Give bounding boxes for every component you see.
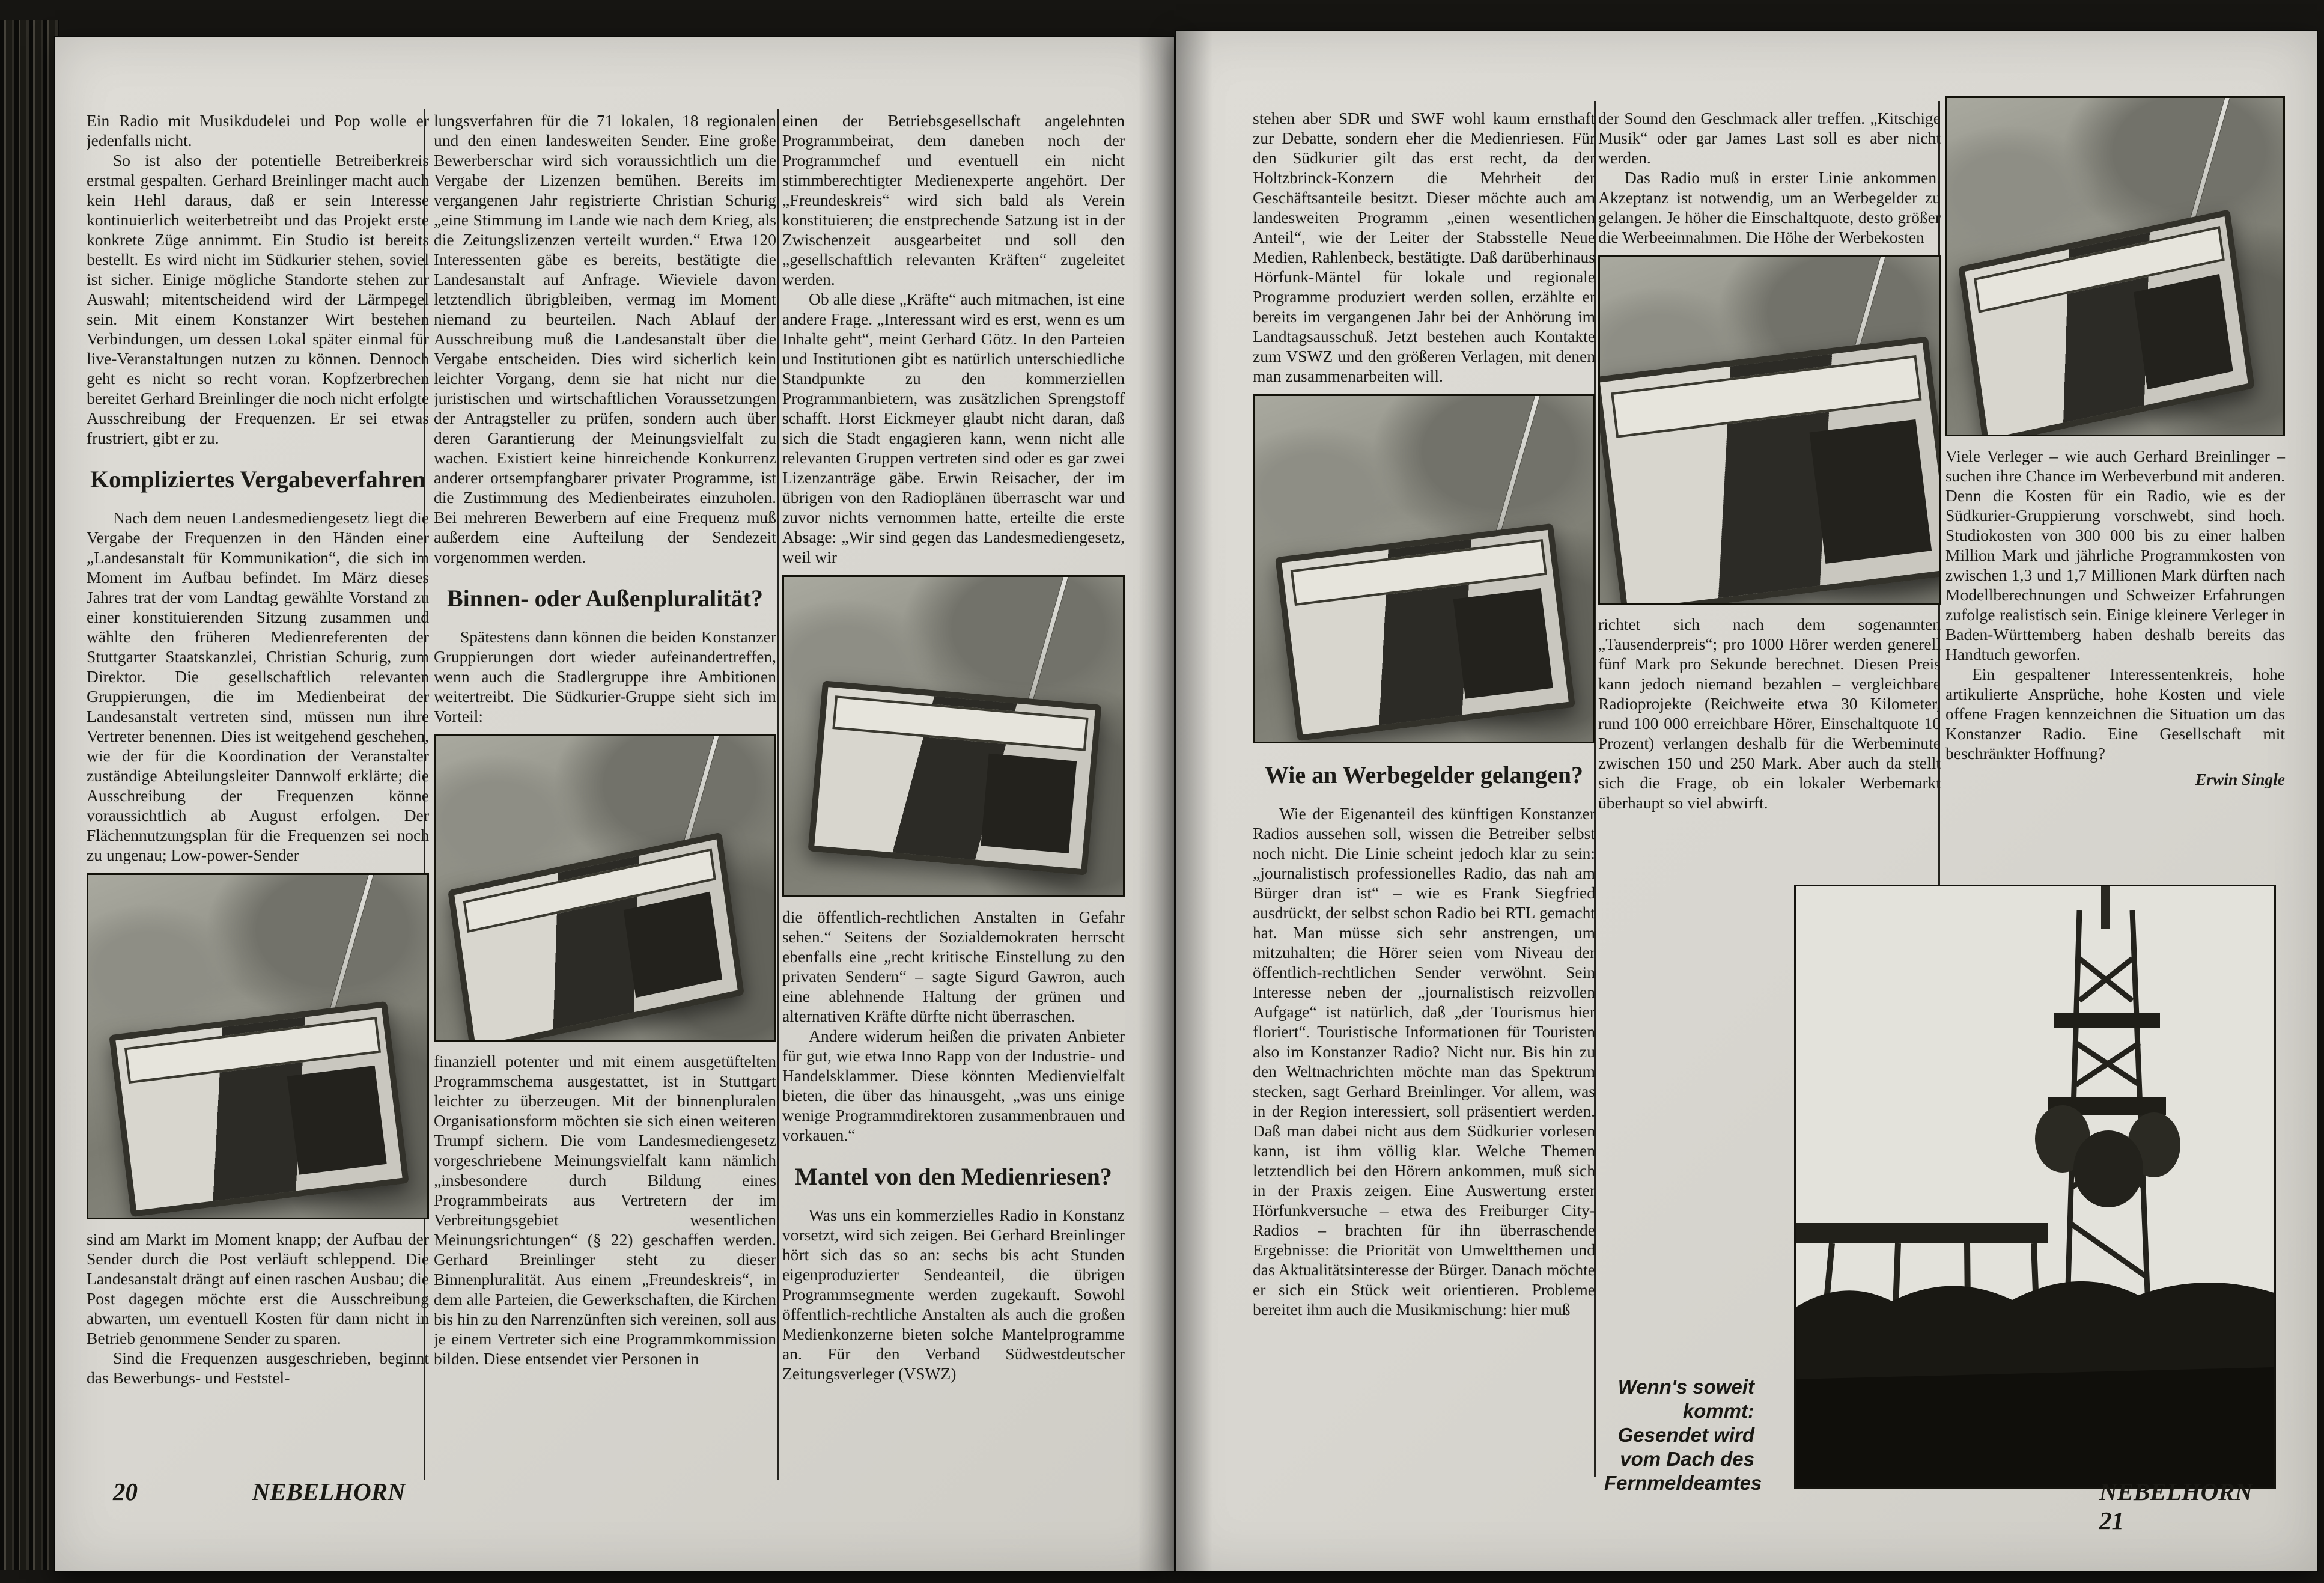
radio-illustration — [808, 680, 1101, 875]
column-6 — [1945, 96, 2285, 938]
column-divider — [777, 109, 779, 1480]
column-1 — [87, 111, 429, 1469]
radio-antenna-icon — [1495, 394, 1552, 538]
page-number: 21 — [2099, 1507, 2124, 1534]
page-stack-edges — [0, 20, 59, 1570]
article-paragraph: Ein gespaltener Interessentenkreis, hohe artikulierte Ansprüche, hohe Kosten und viele offene Fragen kennzeichnen die Situation um das Konstanzer Radio. Eine Gesellschaft mit beschränkter Hoffnung? — [1945, 665, 2285, 763]
photo-radio-meadow-6 — [1945, 96, 2285, 436]
radio-antenna-icon — [1026, 575, 1080, 708]
photo-radio-close-up — [1598, 255, 1941, 605]
photo-caption: Wenn's soweit kommt: Gesendet wird vom Dach des Fernmeldeamtes — [1604, 1376, 1762, 1494]
article-paragraph: lungsverfahren für die 71 lokalen, 18 regionalen und den einen landesweiten Sender. Eine große Bewerberschar wird sich voraussichtlich um die Vergabe der Lizenzen bemühen. Bereits im vergangenen Jahr registrierte Christian Schurig „eine Stimmung im Lande wie nach dem Krieg, als die Zeitungslizenzen verteilt wurden.“ Etwa 120 Interessenten gäbe es bereits, bestätigte die Landesanstalt auf Anfrage. Wieviele davon letztendlich übrigbleiben, vermag im Moment niemand zu beurteilen. Nach Ablauf der Ausschreibung muß die Landesanstalt über die Vergabe entscheiden. Dies wird sicherlich kein leichter Vorgang, denn sie hat nicht nur die juristischen und wirtschaftlichen Voraussetzungen der Antragsteller zu prüfen, sondern auch über deren Garantierung der Meinungsvielfalt zu wachen. Existiert keine hinreichende Konkurrenz anderer ortsempfangbarer privater Programme, ist die Zustimmung des Medienbeirates einzuholen. Bei mehreren Bewerbern auf eine Frequenz muß außerdem eine Aufteilung der Sendezeit vorgenommen werden. — [434, 111, 776, 566]
radio-illustration — [109, 1001, 409, 1216]
photo-radio-meadow-1 — [87, 873, 429, 1219]
photo-radio-meadow-3 — [782, 575, 1125, 897]
page-20 — [55, 37, 1174, 1571]
article-paragraph: Spätestens dann können die beiden Konstanzer Gruppierungen dort wieder aufeinandertreffen, wenn auch die Stadlergruppe ihre Ambitionen weitertreibt. Die Südkurier-Gruppe sieht sich im Vorteil: — [434, 627, 776, 725]
column-3 — [782, 111, 1125, 1517]
article-paragraph: Wie der Eigenanteil des künftigen Konstanzer Radios aussehen soll, wissen die Betreiber selbst noch nicht. Die Linie scheint jedoch klar zu sein: „journalistisch professionelles Radio, das nah am Bürger dran ist“ – wie es Frank Siegfried ausdrückt, der selbst schon Radio bei RTL gemacht hat. Man müsse sich sehr anstrengen, um mitzuhalten; die Hörer seien vom Niveau der öffentlich-rechtlichen Sender verwöhnt. Sein Interesse neben der „journalistisch reizvollen Aufgage“ ist natürlich, daß „der Tourismus hier floriert“. Touristische Informationen für Touristen also im Konstanzer Radio? Nicht nur. Bis hin zu den Weltnachrichten möchte man das Spektrum stecken, sagt Gerhard Breinlinger. Vor allem, was in der Region interessiert, soll präsentiert werden. Daß man dabei nicht aus dem Südkurier vorlesen kann, ist ihm völlig klar. Welche Themen letztendlich bei den Hörern ankommen, muß sich in der Praxis zeigen. Eine Auswertung erster Hörfunkversuche – etwa des Freiburger City-Radios – brachten für ihn überraschende Ergebnisse: die Priorität von Umweltthemen und das Aktualitätsinteresse der Bürger. Danach möchte er sich ein Stück weit orientieren. Probleme bereitet ihm auch die Musikmischung: hier muß — [1253, 804, 1595, 1319]
radio-illustration — [448, 832, 744, 1042]
article-paragraph: Nach dem neuen Landesmediengesetz liegt die Vergabe der Frequenzen in den Händen einer „Landesanstalt für Kommunikation“, die sich im Moment im Aufbau befindet. Im März dieses Jahres trat der vom Landtag gewählte Vorstand zu einer konstituierenden Sitzung zusammen und wählte den früheren Medienreferenten der Stuttgarter Staatskanzlei, Christian Schurig, zum Direktor. Die gesellschaftlich relevanten Gruppierungen, die im Medienbeirat der Landesanstalt vertreten sind, müssen nun ihre Vertreter benennen. Dies ist weitgehend geschehen, wie der für die Koordination der Veranstalter zuständige Abteilungsleiter Dannwolf erklärte; die Ausschreibung der Frequenzen könne voraussichtlich ab August erfolgen. Der Flächennutzungsplan für die Frequenzen sei noch zu ungenau; Low-power-Sender — [87, 508, 429, 864]
column-2 — [434, 111, 776, 1493]
section-heading-medienriesen: Mantel von den Medienriesen? — [795, 1163, 1112, 1190]
section-heading-vergabeverfahren: Kompliziertes Vergabeverfahren — [90, 466, 426, 493]
photo-transmission-tower — [1794, 885, 2276, 1489]
article-paragraph: Was uns ein kommerzielles Radio in Konstanz vorsetzt, wird sich zeigen. Bei Gerhard Breinlinger hört sich das so an: sechs bis acht Stunden eigenproduzierter Sendeanteil, die übrigen Programmsegmente werden zugekauft. Sowohl öffentlich-rechtliche Anstalten als auch die großen Medienkonzerne bieten solche Mantelprogramme an. Für den Verband Südwestdeutscher Zeitungsverleger (VSWZ) — [782, 1206, 1125, 1383]
page-footer-right — [2099, 1477, 2317, 1535]
article-byline: Erwin Single — [2195, 770, 2285, 788]
article-paragraph: die öffentlich-rechtlichen Anstalten in Gefahr sehen.“ Seitens der Sozialdemokraten herrscht ebenfalls eine „recht kritische Einstellung zu den privaten Sendern“ – sagte Sigurd Gawron, auch eine ablehnende Haltung der grünen und alternativen Kräfte dürfte nicht überraschen. — [782, 907, 1125, 1025]
article-paragraph: Ein Radio mit Musikdudelei und Pop wolle er jedenfalls nicht. — [87, 111, 429, 150]
article-paragraph: Sind die Frequenzen ausgeschrieben, beginnt das Bewerbungs- und Feststel- — [87, 1349, 429, 1387]
article-paragraph: einen der Betriebsgesellschaft angelehnten Programmbeirat, dem daneben noch der Programmchef und eventuell ein nicht stimmberechtigter Medienexperte angehört. Der „Freundeskreis“ wird sich bald als Verein konstituieren; die enstprechende Satzung ist in der Zwischenzeit ausgearbeitet und soll den „gesellschaftlich relevanten Kräften“ zugeleitet werden. — [782, 111, 1125, 288]
article-paragraph: So ist also der potentielle Betreiberkreis erstmal gespalten. Gerhard Breinlinger macht auch kein Hehl daraus, daß er sein Interesse kontinuierlich weiterbetreibt und das Projekt erste konkrete Züge annimmt. Ein Studio ist bereits bestellt. Es wird nicht im Südkurier stehen, soviel ist sicher. Einige mögliche Standorte stehen zur Auswahl; mitentscheidend wird der Lärmpegel sein. Mit einem Konstanzer Wirt bestehen Verbindungen, um dessen Lokal später einmal für live-Veranstaltungen nutzen zu können. Dennoch geht es nicht so recht voran. Kopfzerbrechen bereitet Gerhard Breinlinger die noch nicht erfolgte Ausschreibung der Frequenzen. Er sei etwas frustriert, gibt er zu. — [87, 151, 429, 447]
column-5 — [1598, 108, 1941, 980]
radio-illustration — [1958, 209, 2254, 436]
article-paragraph: stehen aber SDR und SWF wohl kaum ernsthaft zur Debatte, sondern eher die Medienriesen. Für den Südkurier gilt das erst recht, da der Holtzbrinck-Konzern die Mehrheit der Geschäftsanteile besitzt. Dieser möchte auch am landesweiten Programm „einen wesentlichen Anteil“, wie der Leiter der Stabsstelle Neue Medien, Rahlenbeck, bestätigte. Daß darüberhinaus Hörfunk-Mäntel für lokale und regionale Programme produziert werden sollen, erzählte er bereits im vergangenen Jahr bei der Anhörung im Landtagsausschuß. Jetzt bestehen auch Kontakte zum VSWZ und den größeren Verlagen, mit denen man zusammenarbeiten will. — [1253, 109, 1595, 385]
column-4 — [1253, 108, 1595, 1508]
radio-antenna-icon — [329, 873, 386, 1016]
section-heading-werbegelder: Wie an Werbegelder gelangen? — [1265, 761, 1583, 788]
article-paragraph: Ob alle diese „Kräfte“ auch mitmachen, ist eine andere Frage. „Interessant wird es erst, wenn es um Inhalte geht“, meint Gerhard Götz. In den Parteien und Institutionen gibt es natürlich unterschiedliche Standpunkte zu den kommerziellen Programmanbietern, was zusätzlichen Sprengstoff schafft. Horst Eickmeyer glaubt nicht daran, daß sich die Stadt engagieren kann, wenn nicht alle relevanten Gruppen vertreten sind oder es gar zwei Lizenzanträge gäbe. Erwin Reisacher, der im übrigen von den Radioplänen überrascht war und zuvor nichts vernommen hatte, erteilte die erste Absage: „Wir sind gegen das Landesmediengesetz, weil wir — [782, 290, 1125, 566]
magazine-title: NEBELHORN — [2099, 1478, 2253, 1505]
article-paragraph: sind am Markt im Moment knapp; der Aufbau der Sender durch die Post verläuft schleppend. Die Landesanstalt drängt auf einen raschen Ausbau; die Post dagegen möchte erst die Ausschreibung abwarten, um eventuell Kosten für dann nicht in Betrieb genommene Sender zu sparen. — [87, 1230, 429, 1347]
article-paragraph: Andere widerum heißen die privaten Anbieter für gut, wie etwa Inno Rapp von der Industrie- und Handelsklammer. Diese könnten Medienvielfalt bieten, die über das hinausgeht, „was uns einige wenige Programmdirektoren zusammenbrauen und vorkauen.“ — [782, 1026, 1125, 1144]
section-heading-pluralitaet: Binnen- oder Außenpluralität? — [446, 585, 764, 612]
transmission-tower-graphic — [1796, 886, 2274, 1487]
page-21 — [1176, 31, 2317, 1571]
magazine-title: NEBELHORN — [252, 1478, 406, 1505]
article-paragraph: Das Radio muß in erster Linie ankommen. Akzeptanz ist notwendig, um an Werbegelder zu gelangen. Je höher die Einschaltquote, desto größer die Werbeeinnahmen. Die Höhe der Werbekosten — [1598, 168, 1941, 246]
radio-illustration — [1598, 336, 1941, 605]
page-number: 20 — [113, 1478, 138, 1505]
radio-illustration — [1275, 523, 1575, 741]
page-footer-left — [113, 1477, 406, 1506]
article-paragraph: Viele Verleger – wie auch Gerhard Breinlinger – suchen ihre Chance im Werbeverbund mit anderen. Denn die Kosten für ein Radio, wie es der Südkurier-Gruppierung vorschwebt, sind hoch. Studiokosten von 300 000 bis zu einer halben Million Mark und jährliche Programmkosten von zwischen 1,3 und 1,7 Millionen Mark dürften nach Modellberechnungen und Schweizer Erfahrungen zufolge realistisch sein. Einige kleinere Verleger in Baden-Württemberg haben deshalb bereits das Handtuch geworfen. — [1945, 447, 2285, 663]
photo-radio-meadow-4 — [1253, 394, 1595, 743]
article-paragraph: finanziell potenter und mit einem ausgetüftelten Programmschema ausgestattet, ist in Stuttgart leichter zu überzeugen. Mit der binnenpluralen Organisationsform möchten sie sich einen weiteren Trumpf sichern. Die vom Landesmediengesetz vorgeschriebene Meinungsvielfalt kann nämlich „insbesondere durch Bildung eines Programmbeirats aus Vertretern der im Verbreitungsgebiet wesentlichen Meinungsrichtungen“ (§ 22) geschaffen werden. Gerhard Breinlinger steht zu dieser Binnenpluralität. Aus einem „Freundeskreis“, in dem alle Parteien, die Gewerkschaften, die Kirchen bis hin zu den Narrenzünften sich vereinen, soll aus je einem Vertreter sich eine Programmkommission bilden. Diese entsendet vier Personen in — [434, 1052, 776, 1368]
article-paragraph: der Sound den Geschmack aller treffen. „Kitschige Musik“ oder gar James Last soll es aber nicht werden. — [1598, 109, 1941, 167]
article-paragraph: richtet sich nach dem sogenannten „Tausenderpreis“; pro 1000 Hörer werden generell fünf Mark pro Sekunde berechnet. Diesen Preis kann jedoch niemand bezahlen – vergleichbare Radioprojekte (Reichweite etwa 30 Kilometer, rund 100 000 erreichbare Hörer, Einschaltquote 10 Prozent) verlangen deshalb für die Werbeminute zwischen 150 und 250 Mark. Aber auch da stellt sich die Frage, ob ein lokaler Werbemarkt überhaupt so viel abwirft. — [1598, 615, 1941, 812]
photo-radio-meadow-2 — [434, 734, 776, 1042]
